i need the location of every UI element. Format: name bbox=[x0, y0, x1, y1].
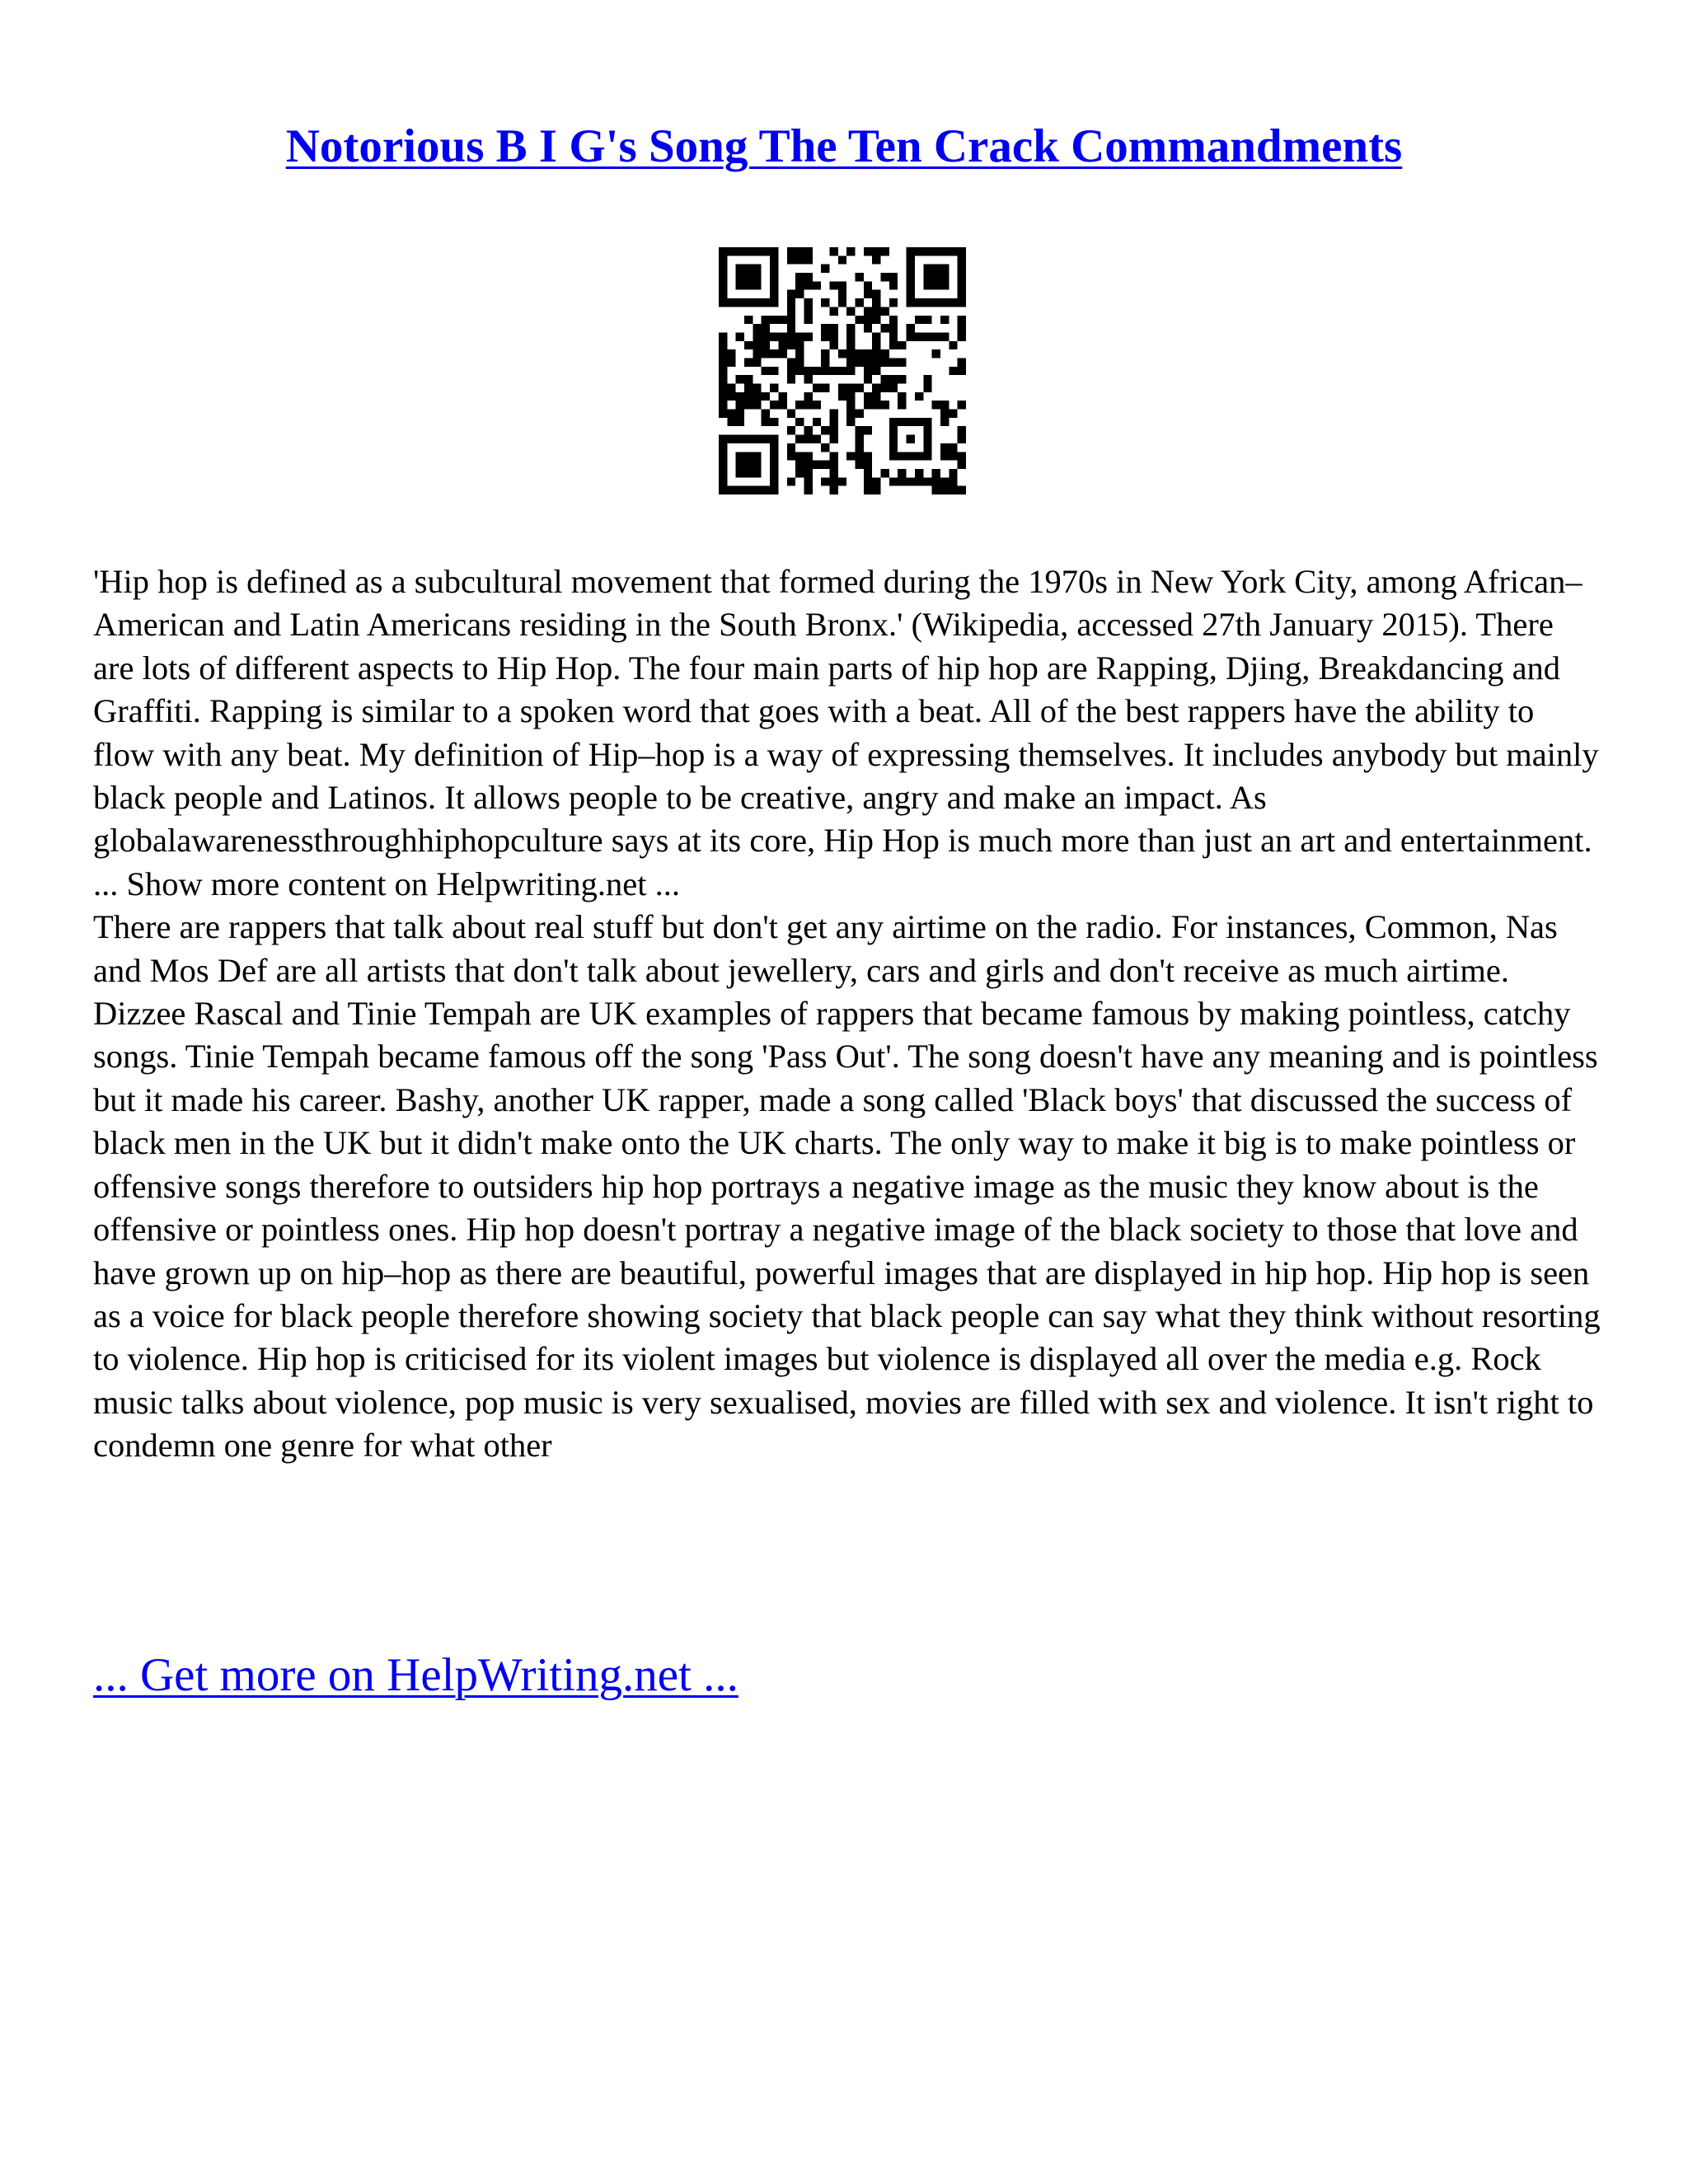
qr-code-icon bbox=[719, 247, 966, 494]
body-paragraph-1: 'Hip hop is defined as a subcultural movement that formed during the 1970s in New York City, among African–American and Latin Americans residing in the South Bronx.' (Wikipedia, accessed 27th January 2015). There are lots of different aspects to Hip Hop. The four main parts of hip hop are Rapping, Djing, Breakdancing and Graffiti. Rapping is similar to a spoken word that goes with a beat. All of the best rappers have the ability to flow with any beat. My definition of Hip–hop is a way of expressing themselves. It includes anybody but mainly black people and Latinos. It allows people to be creative, angry and make an impact. As globalawarenessthroughhiphopculture says at its core, Hip Hop is much more than just an art and entertainment. ... Show more content on Helpwriting.net ... bbox=[93, 563, 1599, 902]
get-more-link[interactable]: ... Get more on HelpWriting.net ... bbox=[93, 1649, 738, 1701]
document-title bbox=[0, 114, 1688, 180]
article-body bbox=[93, 560, 1601, 1468]
get-more-link-container bbox=[93, 1647, 738, 1704]
body-paragraph-2: There are rappers that talk about real stuff but don't get any airtime on the radio. For instances, Common, Nas and Mos Def are all artists that don't talk about jewellery, cars and girls and don't receive as much airtime. Dizzee Rascal and Tinie Tempah are UK examples of rappers that became famous by making pointless, catchy songs. Tinie Tempah became famous off the song 'Pass Out'. The song doesn't have any meaning and is pointless but it made his career. Bashy, another UK rapper, made a song called 'Black boys' that discussed the success of black men in the UK but it didn't make onto the UK charts. The only way to make it big is to make pointless or offensive songs therefore to outsiders hip hop portrays a negative image as the music they know about is the offensive or pointless ones. Hip hop doesn't portray a negative image of the black society to those that love and have grown up on hip–hop as there are beautiful, powerful images that are displayed in hip hop. Hip hop is seen as a voice for black people therefore showing society that black people can say what they think without resorting to violence. Hip hop is criticised for its violent images but violence is displayed all over the media e.g. Rock music talks about violence, pop music is very sexualised, movies are filled with sex and violence. It isn't right to condemn one genre for what other bbox=[93, 908, 1601, 1465]
title-link[interactable]: Notorious B I G's Song The Ten Crack Commandments bbox=[285, 120, 1403, 172]
